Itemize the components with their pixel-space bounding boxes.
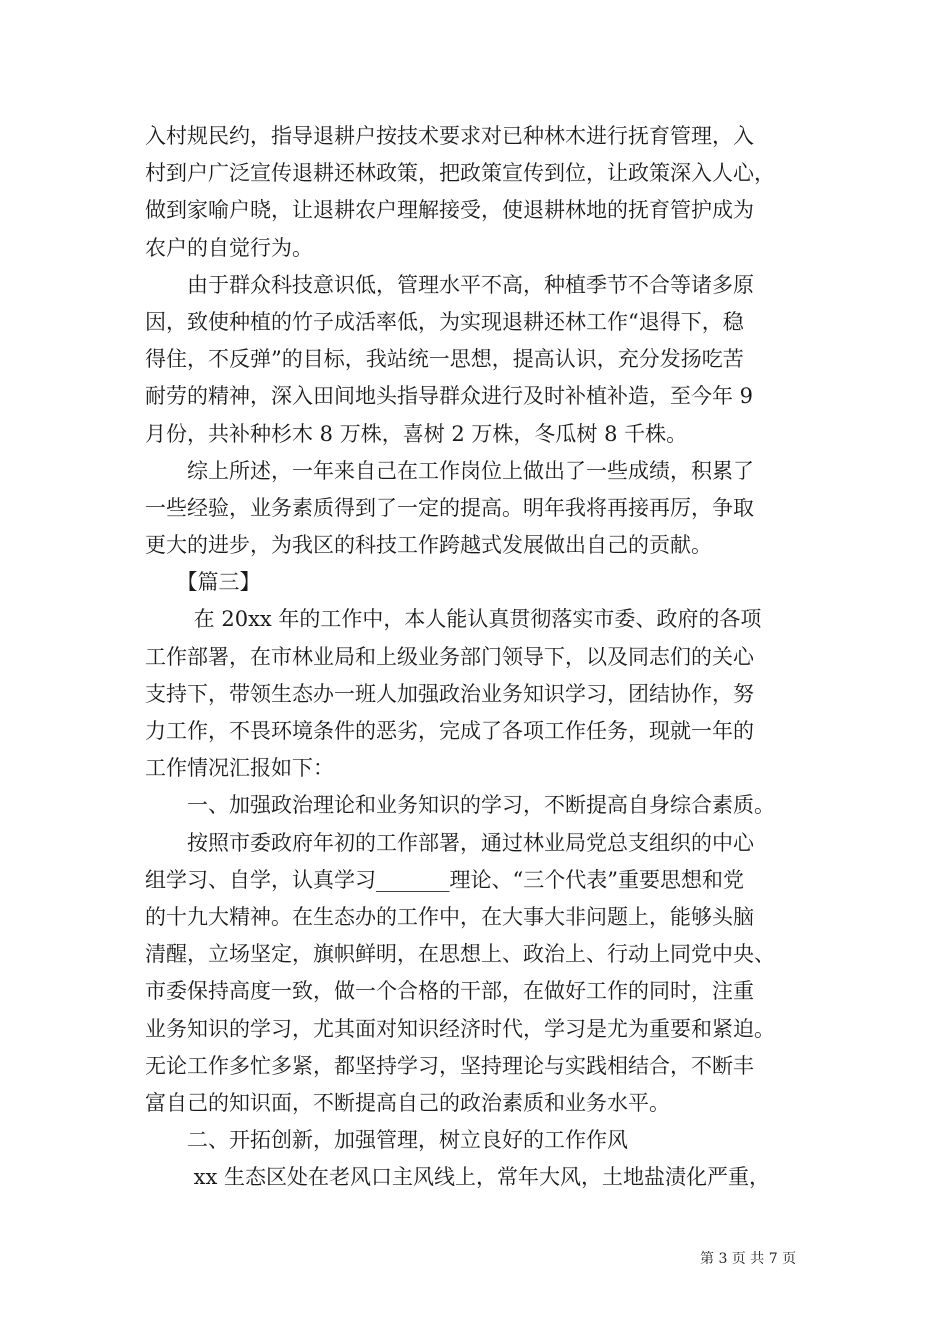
text-line: 更大的进步，为我区的科技工作跨越式发展做出自己的贡献。 bbox=[145, 533, 712, 558]
document-body bbox=[145, 118, 835, 1196]
text-line: 组学习、自学，认真学习_______理论、“三个代表”重要思想和党 bbox=[145, 867, 744, 892]
text-line: 耐劳的精神，深入田间地头指导群众进行及时补植补造，至今年 9 bbox=[145, 384, 754, 409]
text-line: 富自己的知识面，不断提高自己的政治素质和业务水平。 bbox=[145, 1090, 670, 1115]
text-line: 农户的自觉行为。 bbox=[145, 235, 313, 260]
text-line: 的十九大精神。在生态办的工作中，在大事大非问题上，能够头脑 bbox=[145, 904, 754, 929]
text-line: 清醒，立场坚定，旗帜鲜明，在思想上、政治上、行动上同党中央、 bbox=[145, 942, 775, 967]
text-line: 综上所述，一年来自己在工作岗位上做出了一些成绩，积累了 bbox=[145, 458, 754, 483]
section-heading: 【篇三】 bbox=[145, 570, 261, 595]
text-line: 业务知识的学习，尤其面对知识经济时代，学习是尤为重要和紧迫。 bbox=[145, 1016, 775, 1041]
page-number-footer: 第 3 页 共 7 页 bbox=[700, 1251, 797, 1267]
text-line: 由于群众科技意识低，管理水平不高，种植季节不合等诸多原 bbox=[145, 272, 754, 297]
text-line: 市委保持高度一致，做一个合格的干部，在做好工作的同时，注重 bbox=[145, 979, 754, 1004]
text-line: 做到家喻户晓，让退耕农户理解接受，使退耕林地的抚育管护成为 bbox=[145, 198, 754, 223]
text-line: 月份，共补种杉木 8 万株，喜树 2 万株，冬瓜树 8 千株。 bbox=[145, 421, 688, 446]
text-line: 按照市委政府年初的工作部署，通过林业局党总支组织的中心 bbox=[145, 830, 754, 855]
text-line: 工作部署，在市林业局和上级业务部门领导下，以及同志们的关心 bbox=[145, 644, 754, 669]
text-line: xx 生态区处在老风口主风线上，常年大风，土地盐渍化严重， bbox=[145, 1165, 771, 1190]
text-line: 一些经验，业务素质得到了一定的提高。明年我将再接再厉，争取 bbox=[145, 495, 754, 520]
text-line: 无论工作多忙多紧，都坚持学习，坚持理论与实践相结合，不断丰 bbox=[145, 1053, 754, 1078]
text-line: 支持下，带领生态办一班人加强政治业务知识学习，团结协作，努 bbox=[145, 681, 754, 706]
text-line: 入村规民约，指导退耕户按技术要求对已种林木进行抚育管理，入 bbox=[145, 124, 754, 148]
text-line: 在 20xx 年的工作中，本人能认真贯彻落实市委、政府的各项 bbox=[145, 607, 762, 632]
subheading-line: 一、加强政治理论和业务知识的学习，不断提高自身综合素质。 bbox=[145, 793, 775, 818]
text-line: 工作情况汇报如下： bbox=[145, 756, 334, 781]
text-line: 因，致使种植的竹子成活率低，为实现退耕还林工作“退得下，稳 bbox=[145, 309, 744, 334]
subheading-line: 二、开拓创新，加强管理，树立良好的工作作风 bbox=[145, 1128, 628, 1153]
text-line: 村到户广泛宣传退耕还林政策，把政策宣传到位，让政策深入人心， bbox=[145, 161, 775, 186]
text-line: 力工作，不畏环境条件的恶劣，完成了各项工作任务，现就一年的 bbox=[145, 719, 754, 743]
text-line: 得住，不反弹”的目标，我站统一思想，提高认识，充分发扬吃苦 bbox=[145, 347, 744, 372]
